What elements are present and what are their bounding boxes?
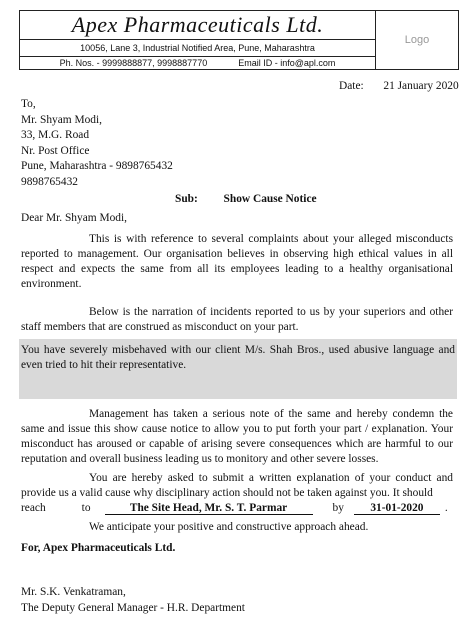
company-name: Apex Pharmaceuticals Ltd. (20, 11, 375, 40)
email-address: Email ID - info@apl.com (238, 58, 336, 68)
signatory-designation: The Deputy General Manager - H.R. Department (21, 602, 245, 614)
subject-text: Show Cause Notice (223, 193, 317, 205)
deadline-field: 31-01-2020 (354, 502, 440, 515)
recipient-name: Mr. Shyam Modi, (21, 113, 103, 126)
salutation: Dear Mr. Shyam Modi, (21, 212, 127, 224)
subject-label: Sub: (175, 193, 198, 205)
to-label: To, (21, 98, 36, 110)
reach-word: reach (21, 502, 46, 514)
recipient-phone: 9898765432 (21, 175, 78, 188)
signatory-name: Mr. S.K. Venkatraman, (21, 586, 126, 598)
date-line (339, 80, 459, 92)
incident-box (19, 339, 457, 399)
to-word: to (81, 502, 91, 514)
date-value: 21 January 2020 (383, 80, 459, 92)
recipient-block (21, 97, 173, 190)
phone-numbers: Ph. Nos. - 9999888877, 9998887770 (59, 58, 208, 68)
addressee-field: The Site Head, Mr. S. T. Parmar (105, 502, 313, 515)
paragraph-3: Management has taken a serious note of the same and hereby condemn the same and issue this show cause notice to allow you to put forth your part / explanation. Your misconduct has aroused or capable of arising severe consequences which are harmful to our reputation and overall business leading us to monitory and other severe losses. (21, 408, 453, 465)
sentence-end: . (444, 502, 448, 514)
reach-line (21, 502, 453, 515)
paragraph-5: We anticipate your positive and constructive approach ahead. (89, 521, 369, 533)
subject-line (175, 193, 317, 205)
incident-text: You have severely misbehaved with our client M/s. Shah Bros., used abusive language and even tried to hit their representative. (21, 344, 455, 371)
letterhead-details (20, 11, 376, 69)
recipient-address-line2: Nr. Post Office (21, 144, 90, 157)
contact-line (20, 57, 375, 69)
company-address: 10056, Lane 3, Industrial Notified Area, Pune, Maharashtra (20, 40, 375, 57)
paragraph-1: This is with reference to several complaints about your alleged misconducts reported to management. Our organisation believes in observing high ethical values in all respect and expects the same from all its employees leading to a healthy organisational environment. (21, 233, 453, 290)
paragraph-2: Below is the narration of incidents reported to us by your superiors and other staff members that are construed as misconduct on your part. (21, 306, 453, 333)
logo-placeholder: Logo (404, 34, 430, 46)
recipient-address-line1: 33, M.G. Road (21, 129, 90, 141)
letterhead (19, 10, 459, 70)
recipient-address-line3: Pune, Maharashtra - 9898765432 (21, 160, 173, 172)
closing-for-line: For, Apex Pharmaceuticals Ltd. (21, 542, 176, 554)
date-label: Date: (339, 80, 364, 92)
paragraph-4: You are hereby asked to submit a written explanation of your conduct and provide us a valid cause why disciplinary action should not be taken against you. It should (21, 472, 453, 499)
by-word: by (332, 502, 344, 514)
